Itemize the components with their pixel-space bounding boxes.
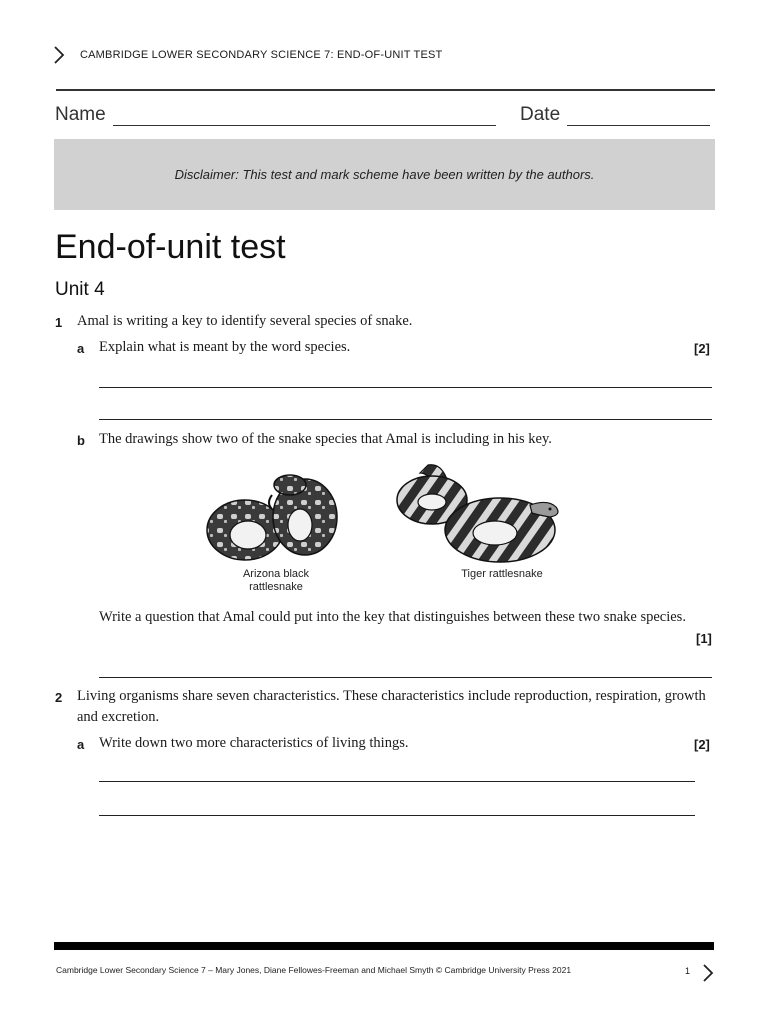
header-divider [56, 89, 715, 91]
name-underline [113, 125, 496, 126]
name-label: Name [55, 104, 106, 125]
chevron-right-icon [52, 45, 66, 65]
figure-caption [216, 568, 336, 594]
question-text: Living organisms share seven characteristics. These characteristics include reproduction, respiration, growth and excretion. [77, 688, 706, 725]
answer-line[interactable] [99, 677, 712, 678]
part-followup-text: Write a question that Amal could put into the key that distinguishes between these two snake species. [99, 609, 686, 625]
answer-line[interactable] [99, 387, 712, 388]
part-letter: a [77, 737, 85, 752]
date-label: Date [520, 104, 561, 125]
question-number: 2 [55, 690, 63, 705]
part-text: Write down two more characteristics of living things. [99, 735, 409, 751]
part-letter: b [77, 433, 85, 448]
disclaimer-box [54, 139, 715, 210]
part-letter: a [77, 341, 85, 356]
question-number: 1 [55, 315, 63, 330]
snake-figure [200, 455, 570, 570]
tiger-rattlesnake-image [397, 465, 558, 562]
page-number: 1 [685, 966, 691, 976]
marks-label: [2] [694, 341, 710, 356]
part-text: Explain what is meant by the word species. [99, 339, 351, 355]
part-text: The drawings show two of the snake species that Amal is including in his key. [99, 431, 552, 447]
header-title: CAMBRIDGE LOWER SECONDARY SCIENCE 7: END-OF-UNIT TEST [80, 49, 443, 61]
footer-rule [54, 942, 714, 950]
page-title: End-of-unit test [55, 228, 286, 266]
arizona-black-rattlesnake-image [207, 475, 337, 560]
answer-line[interactable] [99, 815, 695, 816]
figure-caption [432, 568, 572, 581]
answer-line[interactable] [99, 419, 712, 420]
marks-label: [2] [694, 737, 710, 752]
caption-line: rattlesnake [249, 581, 303, 593]
unit-label: Unit 4 [55, 279, 105, 300]
chevron-right-icon[interactable] [701, 963, 715, 983]
disclaimer-text: Disclaimer: This test and mark scheme have been written by the authors. [174, 167, 595, 182]
caption-line: Arizona black [242, 568, 310, 580]
question-text: Amal is writing a key to identify several species of snake. [77, 313, 413, 329]
caption-line: Tiger rattlesnake [461, 568, 543, 580]
marks-label: [1] [696, 631, 712, 646]
footer-credit: Cambridge Lower Secondary Science 7 – Mary Jones, Diane Fellowes-Freeman and Michael Smyth © Cambridge University Press 2021 [56, 965, 572, 975]
answer-line[interactable] [99, 781, 695, 782]
date-underline [567, 125, 710, 126]
